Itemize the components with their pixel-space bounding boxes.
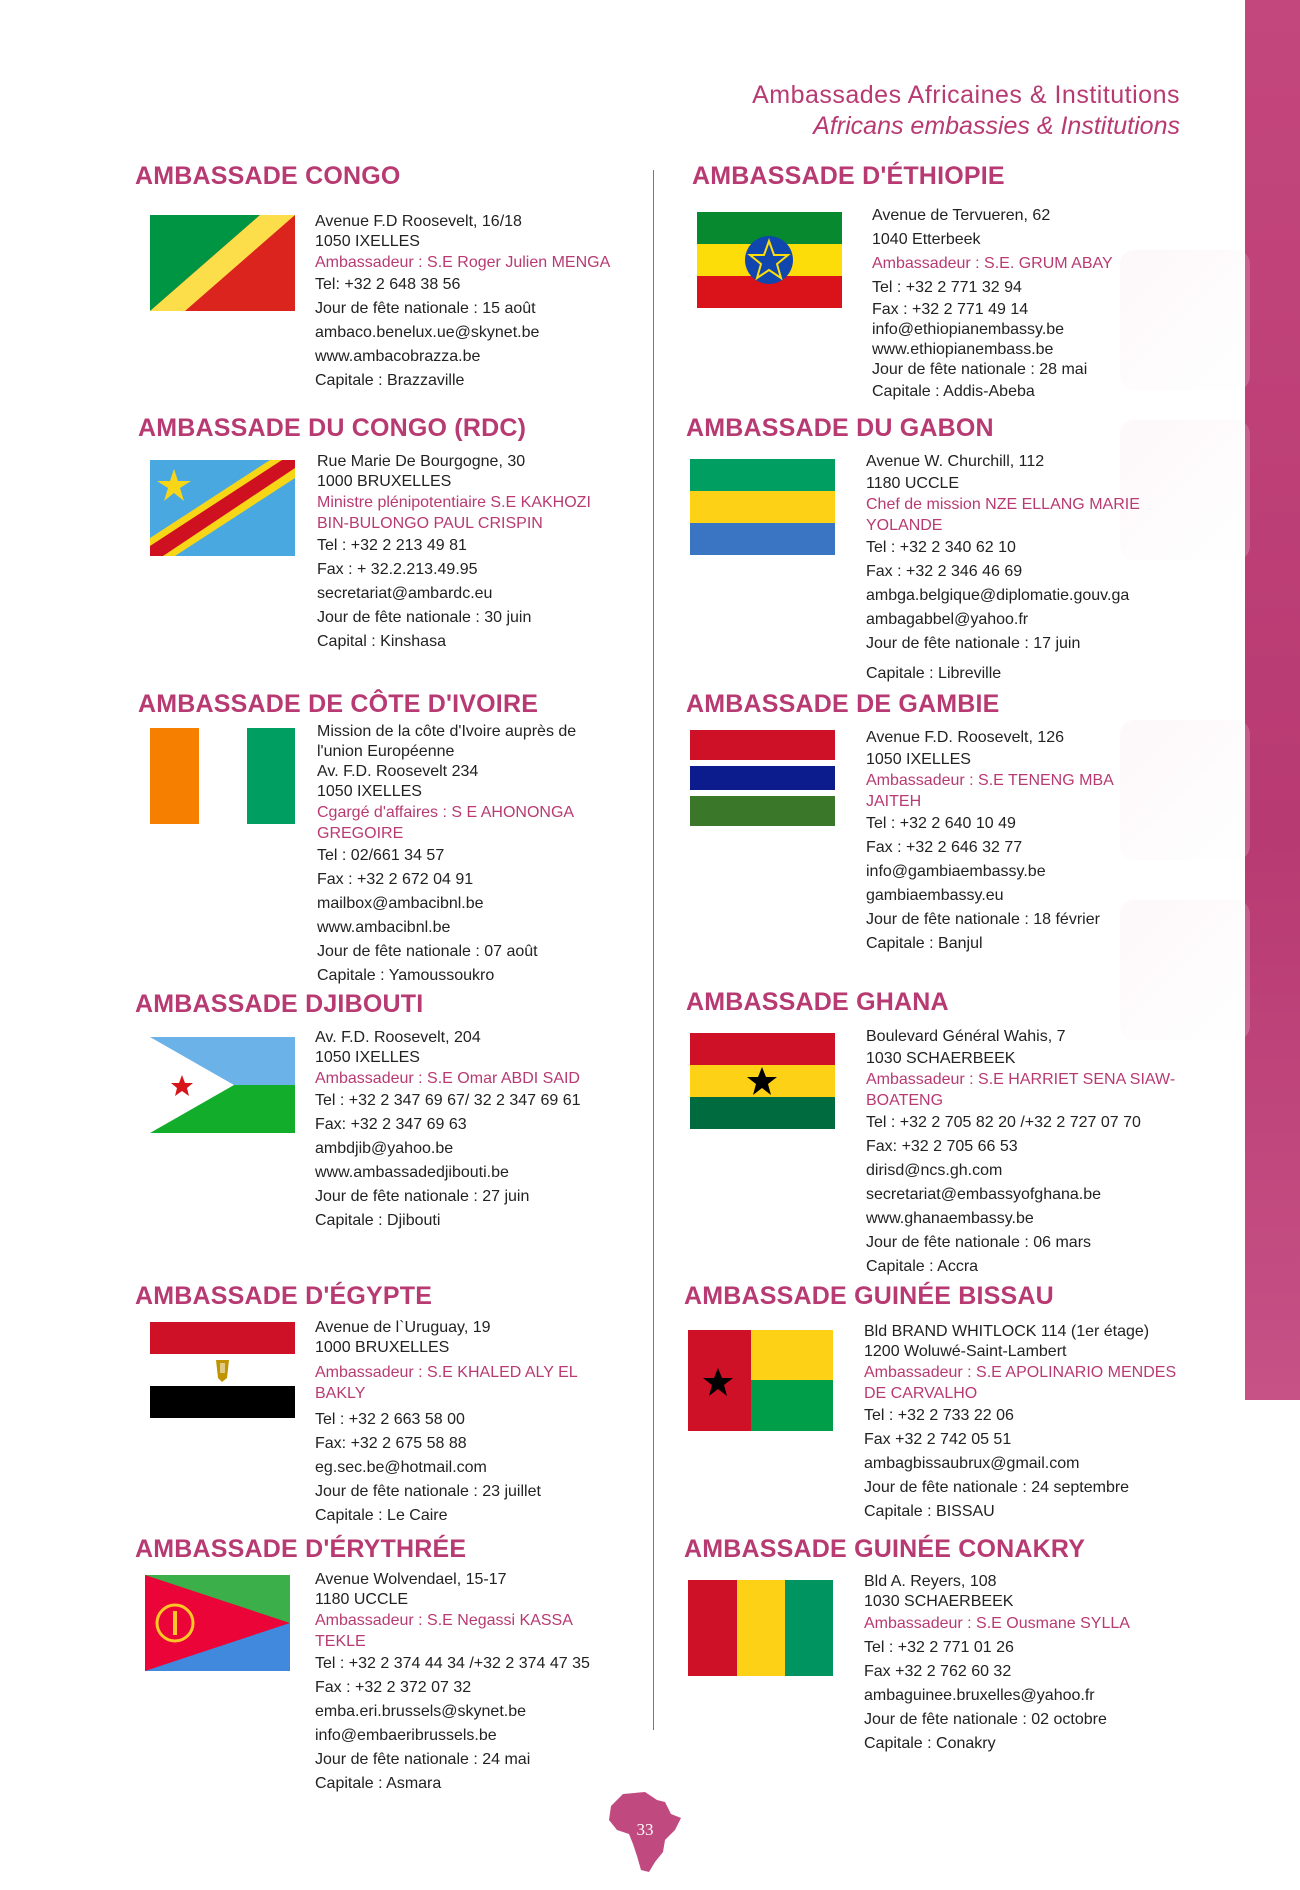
capital: Capitale : Brazzaville <box>315 372 465 389</box>
capital: Capitale : Le Caire <box>315 1507 448 1524</box>
email: ambaguinee.bruxelles@yahoo.fr <box>864 1687 1095 1704</box>
fax: Fax +32 2 762 60 32 <box>864 1663 1012 1680</box>
page-number-badge <box>605 1790 685 1880</box>
gambia-flag <box>690 730 835 826</box>
embassy-title: AMBASSADE CONGO <box>135 162 401 190</box>
capital: Capitale : Conakry <box>864 1735 996 1752</box>
website: www.ethiopianembass.be <box>872 341 1054 358</box>
national-day: Jour de fête nationale : 28 mai <box>872 361 1088 378</box>
address-line: Avenue Wolvendael, 15-17 <box>315 1571 507 1588</box>
ambassador-name: Ambassadeur : S.E. GRUM ABAY <box>872 255 1113 272</box>
address-line: 1050 IXELLES <box>317 783 422 800</box>
fax: Fax : +32 2 346 46 69 <box>866 563 1023 580</box>
embassy-info <box>315 212 615 393</box>
phone: Tel : 02/661 34 57 <box>317 847 445 864</box>
embassy-title: AMBASSADE DE CÔTE D'IVOIRE <box>138 690 539 718</box>
address-line: Avenue de l`Uruguay, 19 <box>315 1319 491 1336</box>
phone: Tel : +32 2 663 58 00 <box>315 1411 465 1428</box>
address-line: Avenue F.D. Roosevelt, 126 <box>866 729 1065 746</box>
address-line: Av. F.D. Roosevelt, 204 <box>315 1029 481 1046</box>
fax: Fax: +32 2 705 66 53 <box>866 1138 1018 1155</box>
national-day: Jour de fête nationale : 27 juin <box>315 1188 530 1205</box>
congo-flag <box>150 215 295 311</box>
embassy-info <box>864 1322 1194 1524</box>
ambassador-name: Ministre plénipotentiaire S.E KAKHOZI BIN-BULONGO PAUL CRISPIN <box>317 494 591 532</box>
capital: Capitale : Addis-Abeba <box>872 383 1035 400</box>
address-line: Avenue F.D Roosevelt, 16/18 <box>315 213 522 230</box>
phone: Tel : +32 2 733 22 06 <box>864 1407 1014 1424</box>
capital: Capitale : Yamoussoukro <box>317 967 495 984</box>
address-line: 1180 UCCLE <box>315 1591 409 1608</box>
address-line: 1050 IXELLES <box>315 1049 420 1066</box>
embassy-entry-gambia <box>686 690 1000 719</box>
embassy-info <box>317 722 617 988</box>
email: ambagabbel@yahoo.fr <box>866 611 1029 628</box>
email: secretariat@ambardc.eu <box>317 585 493 602</box>
website: gambiaembassy.eu <box>866 887 1004 904</box>
capital: Capitale : BISSAU <box>864 1503 995 1520</box>
page-header <box>752 80 1180 142</box>
embassy-title: AMBASSADE DU CONGO (RDC) <box>138 414 527 442</box>
embassy-title: AMBASSADE DJIBOUTI <box>135 990 424 1018</box>
phone: Tel : +32 2 771 01 26 <box>864 1639 1014 1656</box>
ambassador-name: Ambassadeur : S.E Omar ABDI SAID <box>315 1070 580 1087</box>
decorative-side-band <box>1245 0 1300 1400</box>
embassy-entry-eritrea <box>135 1535 466 1564</box>
email: info@ethiopianembassy.be <box>872 321 1065 338</box>
fax: Fax +32 2 742 05 51 <box>864 1431 1012 1448</box>
ambassador-name: Ambassadeur : S.E Roger Julien MENGA <box>315 254 611 271</box>
email: ambagbissaubrux@gmail.com <box>864 1455 1080 1472</box>
embassy-info <box>866 726 1166 956</box>
email: mailbox@ambacibnl.be <box>317 895 484 912</box>
fax: Fax : +32 2 771 49 14 <box>872 301 1029 318</box>
embassy-info <box>315 1318 615 1528</box>
address-line: 1000 BRUXELLES <box>315 1339 450 1356</box>
embassy-title: AMBASSADE D'ÉGYPTE <box>135 1282 433 1310</box>
fax: Fax : +32 2 672 04 91 <box>317 871 474 888</box>
capital: Capitale : Accra <box>866 1258 979 1275</box>
email: ambaco.benelux.ue@skynet.be <box>315 324 540 341</box>
embassy-title: AMBASSADE GUINÉE BISSAU <box>684 1282 1054 1310</box>
national-day: Jour de fête nationale : 02 octobre <box>864 1711 1107 1728</box>
embassy-entry-djibouti <box>135 990 423 1019</box>
page-number: 33 <box>636 1820 654 1839</box>
address-line: Avenue W. Churchill, 112 <box>866 453 1045 470</box>
email: ambga.belgique@diplomatie.gouv.ga <box>866 587 1130 604</box>
capital: Capital : Kinshasa <box>317 633 446 650</box>
email: dirisd@ncs.gh.com <box>866 1162 1003 1179</box>
embassy-title: AMBASSADE GUINÉE CONAKRY <box>684 1535 1086 1563</box>
fax: Fax : + 32.2.213.49.95 <box>317 561 478 578</box>
drc-flag <box>150 460 295 556</box>
guinea-flag <box>688 1580 833 1676</box>
capital: Capitale : Banjul <box>866 935 983 952</box>
phone: Tel : +32 2 213 49 81 <box>317 537 467 554</box>
embassy-info <box>866 1025 1176 1279</box>
embassy-title: AMBASSADE DU GABON <box>686 414 994 442</box>
address-line: 1050 IXELLES <box>315 233 420 250</box>
address-line: 1030 SCHAERBEEK <box>864 1593 1014 1610</box>
embassy-info <box>315 1028 615 1233</box>
embassy-title: AMBASSADE DE GAMBIE <box>686 690 1000 718</box>
national-day: Jour de fête nationale : 24 septembre <box>864 1479 1130 1496</box>
capital: Capitale : Libreville <box>866 665 1002 682</box>
website: www.ambacibnl.be <box>317 919 451 936</box>
phone: Tel : +32 2 347 69 67/ 32 2 347 69 61 <box>315 1092 581 1109</box>
ambassador-name: Ambassadeur : S.E HARRIET SENA SIAW-BOATENG <box>866 1071 1176 1109</box>
embassy-info <box>317 452 617 654</box>
address-line: Bld A. Reyers, 108 <box>864 1573 997 1590</box>
website: www.ambacobrazza.be <box>315 348 481 365</box>
column-divider <box>653 170 654 1730</box>
phone: Tel: +32 2 648 38 56 <box>315 276 461 293</box>
gabon-flag <box>690 459 835 555</box>
email: eg.sec.be@hotmail.com <box>315 1459 487 1476</box>
capital: Capitale : Asmara <box>315 1775 442 1792</box>
ambassador-name: Chef de mission NZE ELLANG MARIE YOLANDE <box>866 496 1140 534</box>
address-line: 1040 Etterbeek <box>872 231 981 248</box>
header-line-fr: Ambassades Africaines & Institutions <box>752 81 1180 109</box>
eritrea-flag <box>145 1575 290 1671</box>
ambassador-name: Ambassadeur : S.E Ousmane SYLLA <box>864 1615 1130 1632</box>
guinea-bissau-flag <box>688 1330 833 1431</box>
fax: Fax: +32 2 675 58 88 <box>315 1435 467 1452</box>
national-day: Jour de fête nationale : 15 août <box>315 300 536 317</box>
embassy-title: AMBASSADE D'ÉTHIOPIE <box>692 162 1005 190</box>
embassy-info <box>872 204 1172 404</box>
ivory-coast-flag <box>150 728 295 824</box>
embassy-entry-drc <box>138 414 526 443</box>
address-line: l'union Européenne <box>317 743 455 760</box>
address-line: 1030 SCHAERBEEK <box>866 1050 1016 1067</box>
national-day: Jour de fête nationale : 24 mai <box>315 1751 531 1768</box>
national-day: Jour de fête nationale : 07 août <box>317 943 538 960</box>
ambassador-name: Ambassadeur : S.E Negassi KASSA TEKLE <box>315 1612 573 1650</box>
ambassador-name: Ambassadeur : S.E APOLINARIO MENDES DE CARVALHO <box>864 1364 1177 1402</box>
embassy-entry-guinea-conakry <box>684 1535 1085 1564</box>
fax: Fax : +32 2 372 07 32 <box>315 1679 472 1696</box>
embassy-info <box>866 450 1166 686</box>
embassy-entry-guinea-bissau <box>684 1282 1054 1311</box>
embassy-info <box>864 1572 1164 1756</box>
email: ambdjib@yahoo.be <box>315 1140 454 1157</box>
embassy-title: AMBASSADE D'ÉRYTHRÉE <box>135 1535 467 1563</box>
address-line: Av. F.D. Roosevelt 234 <box>317 763 479 780</box>
header-line-en: Africans embassies & Institutions <box>813 112 1180 140</box>
email: info@gambiaembassy.be <box>866 863 1046 880</box>
embassy-entry-egypt <box>135 1282 432 1311</box>
embassy-entry-congo <box>135 162 401 191</box>
address-line: 1180 UCCLE <box>866 475 960 492</box>
embassy-entry-ghana <box>686 988 949 1017</box>
address-line: Bld BRAND WHITLOCK 114 (1er étage) <box>864 1323 1150 1340</box>
phone: Tel : +32 2 374 44 34 /+32 2 374 47 35 <box>315 1655 590 1672</box>
address-line: 1000 BRUXELLES <box>317 473 452 490</box>
embassy-entry-gabon <box>686 414 994 443</box>
national-day: Jour de fête nationale : 17 juin <box>866 635 1081 652</box>
ghana-flag <box>690 1033 835 1129</box>
address-line: 1050 IXELLES <box>866 751 971 768</box>
embassy-title: AMBASSADE GHANA <box>686 988 949 1016</box>
email: secretariat@embassyofghana.be <box>866 1186 1102 1203</box>
national-day: Jour de fête nationale : 18 février <box>866 911 1100 928</box>
address-line: Mission de la côte d'Ivoire auprès de <box>317 723 577 740</box>
phone: Tel : +32 2 340 62 10 <box>866 539 1016 556</box>
capital: Capitale : Djibouti <box>315 1212 441 1229</box>
ambassador-name: Cgargé d'affaires : S E AHONONGA GREGOIRE <box>317 804 574 842</box>
address-line: Avenue de Tervueren, 62 <box>872 207 1051 224</box>
phone: Tel : +32 2 705 82 20 /+32 2 727 07 70 <box>866 1114 1141 1131</box>
phone: Tel : +32 2 771 32 94 <box>872 279 1022 296</box>
address-line: 1200 Woluwé-Saint-Lambert <box>864 1343 1067 1360</box>
embassy-entry-ivory-coast <box>138 690 538 719</box>
ambassador-name: Ambassadeur : S.E KHALED ALY EL BAKLY <box>315 1364 578 1402</box>
website: www.ambassadedjibouti.be <box>315 1164 509 1181</box>
national-day: Jour de fête nationale : 30 juin <box>317 609 532 626</box>
website: www.ghanaembassy.be <box>866 1210 1034 1227</box>
egypt-flag <box>150 1322 295 1418</box>
address-line: Rue Marie De Bourgogne, 30 <box>317 453 526 470</box>
national-day: Jour de fête nationale : 06 mars <box>866 1234 1092 1251</box>
phone: Tel : +32 2 640 10 49 <box>866 815 1016 832</box>
embassy-info <box>315 1570 615 1796</box>
email: info@embaeribrussels.be <box>315 1727 497 1744</box>
ethiopia-flag <box>697 212 842 308</box>
ambassador-name: Ambassadeur : S.E TENENG MBA JAITEH <box>866 772 1113 810</box>
djibouti-flag <box>150 1037 295 1133</box>
embassy-entry-ethiopia <box>692 162 1005 191</box>
fax: Fax: +32 2 347 69 63 <box>315 1116 467 1133</box>
email: emba.eri.brussels@skynet.be <box>315 1703 526 1720</box>
national-day: Jour de fête nationale : 23 juillet <box>315 1483 541 1500</box>
address-line: Boulevard Général Wahis, 7 <box>866 1028 1066 1045</box>
fax: Fax : +32 2 646 32 77 <box>866 839 1023 856</box>
